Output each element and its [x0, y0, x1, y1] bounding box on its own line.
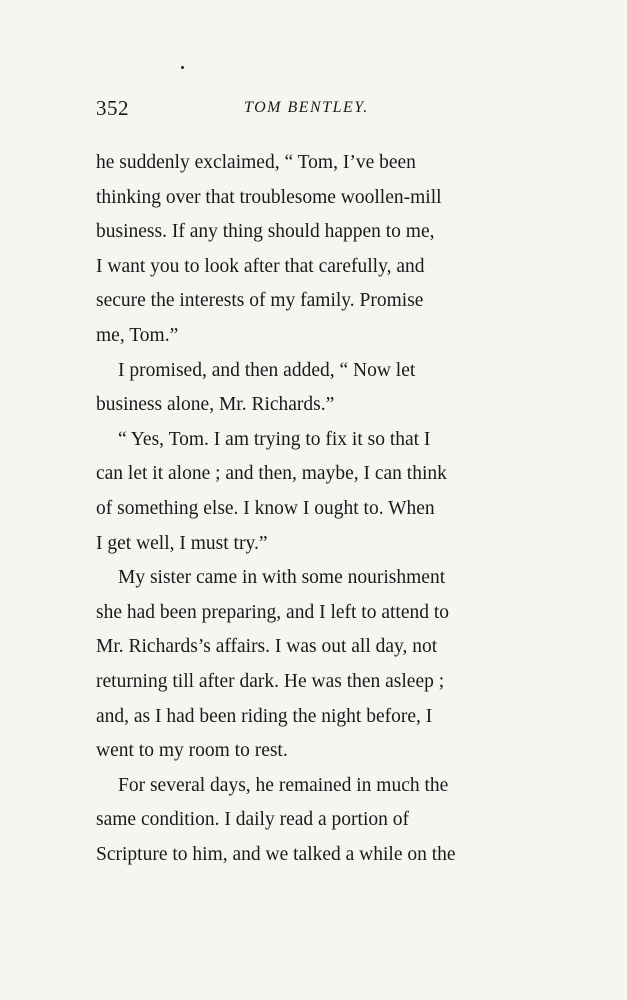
text-line: thinking over that troublesome woollen-mill — [96, 186, 442, 208]
text-line: went to my room to rest. — [96, 740, 288, 762]
paragraph — [96, 354, 529, 423]
text-line: I get well, I must try.” — [96, 532, 268, 554]
text-line: business alone, Mr. Richards.” — [96, 394, 335, 416]
running-title: TOM BENTLEY. — [244, 99, 369, 116]
text-line: he suddenly exclaimed, “ Tom, I’ve been — [96, 152, 416, 173]
text-line: My sister came in with some nourishment — [118, 567, 446, 589]
text-line: she had been preparing, and I left to attend to — [96, 601, 450, 623]
paragraph — [96, 561, 529, 769]
text-line: Scripture to him, and we talked a while on the — [96, 843, 456, 865]
text-line: For several days, he remained in much the — [118, 774, 449, 796]
paragraph — [96, 769, 529, 873]
text-line: me, Tom.” — [96, 324, 179, 346]
body-text — [96, 146, 529, 872]
text-line: business. If any thing should happen to me, — [96, 221, 435, 243]
text-line: “ Yes, Tom. I am trying to fix it so that I — [118, 428, 431, 450]
paragraph — [96, 423, 529, 561]
text-line: and, as I had been riding the night before, I — [96, 705, 433, 727]
page-number: 352 — [96, 96, 129, 120]
text-line: same condition. I daily read a portion of — [96, 809, 409, 831]
ink-speck — [181, 66, 184, 69]
text-line: returning till after dark. He was then asleep ; — [96, 670, 445, 692]
text-line: secure the interests of my family. Promise — [96, 290, 424, 312]
text-line: I want you to look after that carefully, and — [96, 255, 425, 277]
text-line: I promised, and then added, “ Now let — [118, 359, 416, 381]
text-line: Mr. Richards’s affairs. I was out all day, not — [96, 636, 438, 658]
text-line: of something else. I know I ought to. When — [96, 497, 435, 519]
text-line: can let it alone ; and then, maybe, I can think — [96, 463, 447, 485]
paragraph — [96, 146, 529, 354]
page-header — [96, 96, 531, 126]
